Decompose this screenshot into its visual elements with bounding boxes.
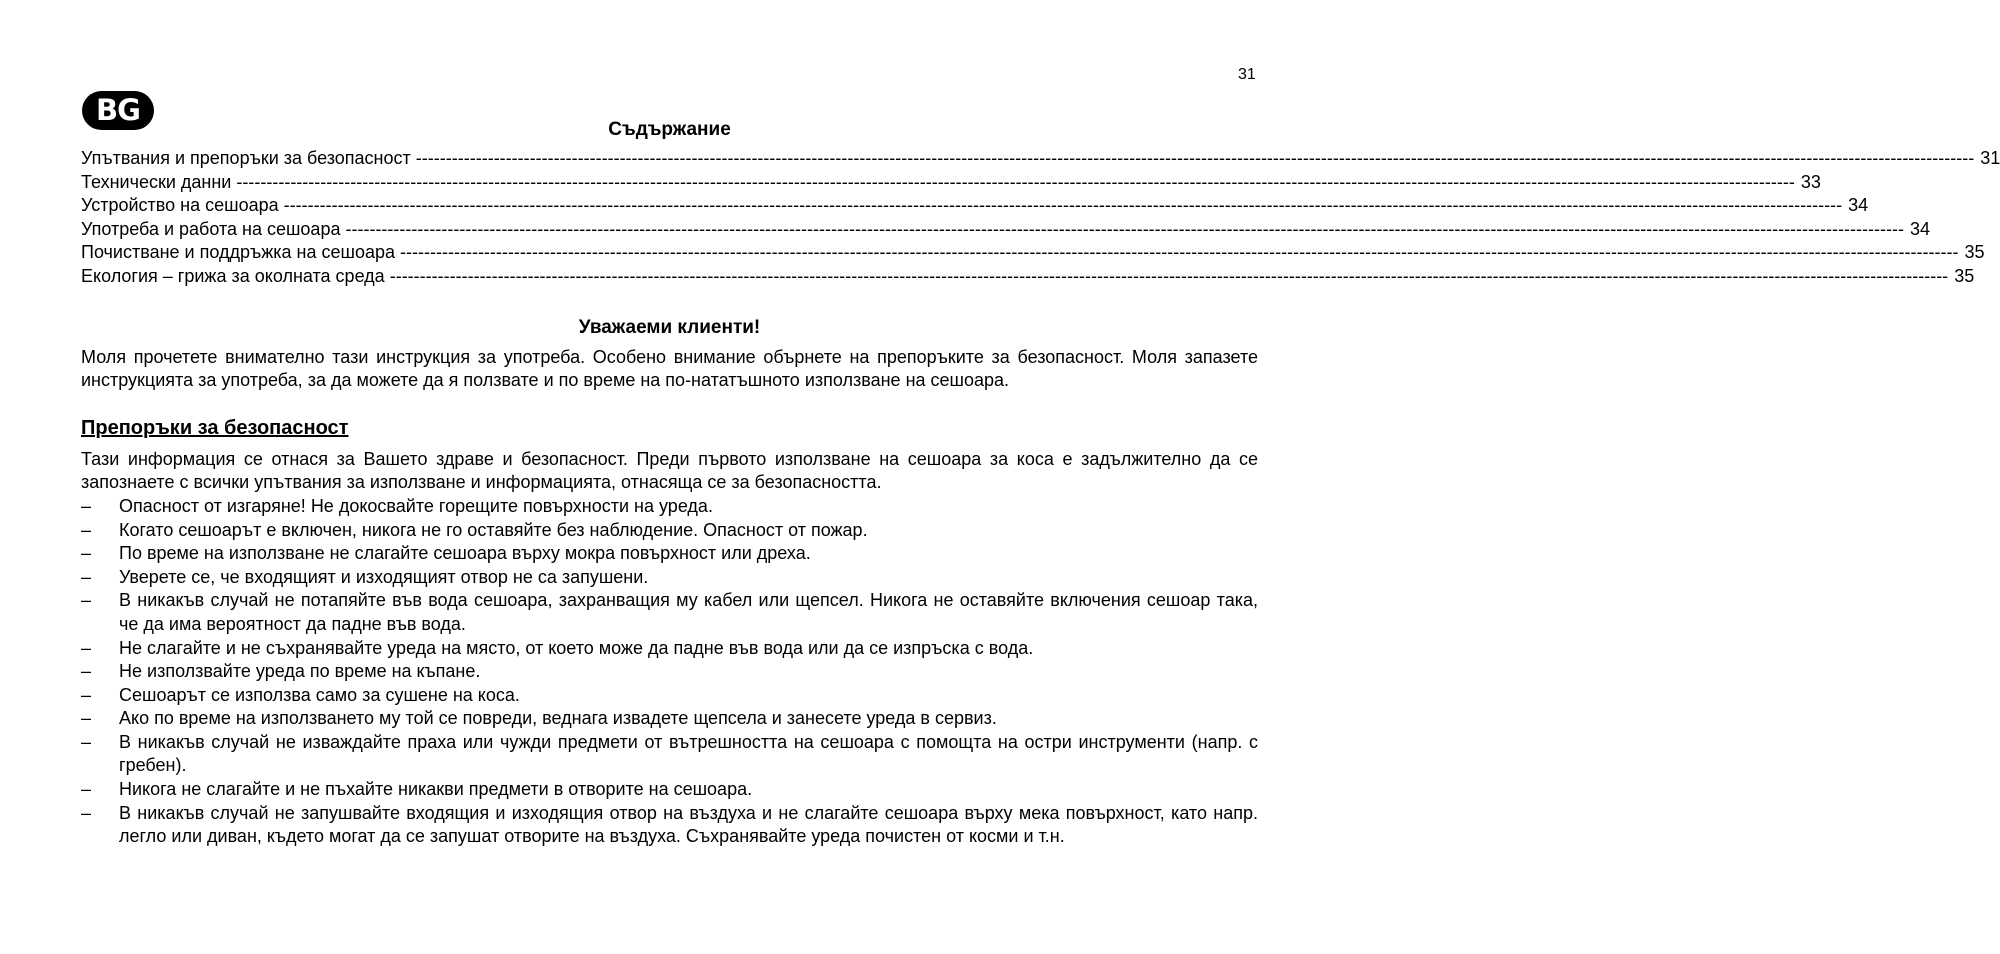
safety-bullet-list — [81, 495, 1258, 849]
safety-bullet-item — [81, 495, 1258, 519]
toc-item-page: 34 — [1848, 195, 1869, 216]
bullet-text: По време на използване не слагайте сешоара върху мокра повърхност или дреха. — [119, 543, 811, 564]
safety-bullet-item — [81, 707, 1258, 731]
toc-leader-dashes: -------------------------------------------------------------------------------------------------------------------------------------------------------------------------------------------------------------------------------------------------------------------- — [345, 218, 1904, 239]
toc-item-label: Употреба и работа на сешоара — [81, 218, 341, 239]
toc-item-label: Технически данни — [81, 171, 232, 192]
bullet-text: Не използвайте уреда по време на къпане. — [119, 661, 481, 682]
bullet-text: Уверете се, че входящият и изходящият отвор не са запушени. — [119, 566, 649, 587]
bullet-text: В никакъв случай не потапяйте във вода сешоара, захранващия му кабел или щепсел. Никога не оставяйте включения сешоар така, че да има вероятност да падне във вода. — [119, 590, 1258, 634]
toc-item-page: 35 — [1964, 242, 1985, 263]
bullet-dash: – — [81, 731, 92, 752]
toc-item-label: Устройство на сешоара — [81, 195, 279, 216]
bullet-dash: – — [81, 495, 92, 516]
toc-row — [81, 218, 1930, 242]
safety-bullet-item — [81, 542, 1258, 566]
safety-bullet-item — [81, 566, 1258, 590]
toc-item-page: 33 — [1800, 171, 1821, 192]
toc-item-label: Почистване и поддръжка на сешоара — [81, 242, 396, 263]
bullet-dash: – — [81, 802, 92, 823]
bullet-dash: – — [81, 779, 92, 800]
bullet-dash: – — [81, 661, 92, 682]
bullet-text: Когато сешоарът е включен, никога не го оставяйте без наблюдение. Опасност от пожар. — [119, 519, 868, 540]
toc-leader-dashes: -------------------------------------------------------------------------------------------------------------------------------------------------------------------------------------------------------------------------------------------------------------------- — [236, 171, 1795, 192]
safety-bullet-item — [81, 802, 1258, 849]
bullet-text: Не слагайте и не съхранявайте уреда на място, от което може да падне във вода или да се изпръска с вода. — [119, 637, 1034, 658]
bullet-dash: – — [81, 543, 92, 564]
bullet-text: В никакъв случай не изваждайте праха или чужди предмети от вътрешността на сешоара с помощта на остри инструменти (напр. с гребен). — [119, 731, 1258, 776]
toc-row — [81, 241, 1985, 265]
page-number: 31 — [1238, 66, 1256, 83]
bullet-dash: – — [81, 519, 92, 540]
toc-row — [81, 147, 2000, 171]
bullet-dash: – — [81, 684, 92, 705]
toc-item-label: Упътвания и препоръки за безопасност — [81, 148, 411, 168]
toc-leader-dashes: -------------------------------------------------------------------------------------------------------------------------------------------------------------------------------------------------------------------------------------------------------------------- — [415, 148, 1975, 168]
safety-bullet-item — [81, 778, 1258, 802]
bullet-text: Ако по време на използването му той се повреди, веднага извадете щепсела и занесете уреда в сервиз. — [119, 708, 997, 729]
bullet-dash: – — [81, 637, 92, 658]
safety-bullet-item — [81, 637, 1258, 661]
bullet-text: Опасност от изгаряне! Не докосвайте горещите повърхности на уреда. — [119, 495, 713, 516]
toc-row — [81, 194, 1869, 218]
safety-bullet-item — [81, 684, 1258, 708]
toc-item-page: 34 — [1909, 218, 1930, 239]
toc-item-page: 35 — [1954, 265, 1975, 286]
bullet-text: Сешоарът се използва само за сушене на коса. — [119, 684, 520, 705]
bullet-dash: – — [81, 590, 92, 611]
safety-bullet-item — [81, 589, 1258, 636]
toc-leader-dashes: -------------------------------------------------------------------------------------------------------------------------------------------------------------------------------------------------------------------------------------------------------------------- — [400, 242, 1959, 263]
bullet-dash: – — [81, 708, 92, 729]
safety-heading: Препоръки за безопасност — [81, 416, 349, 439]
bullet-text: В никакъв случай не запушвайте входящия и изходящия отвор на въздуха и не слагайте сешоара върху мека повърхност, като напр. легло или диван, където могат да се запушат отворите на въздуха. Съхранявайте уреда почистен от косми и т.н. — [119, 802, 1258, 847]
safety-bullet-item — [81, 660, 1258, 684]
greeting-text: Моля прочетете внимателно тази инструкция за употреба. Особено внимание обърнете на препоръките за безопасност. Моля запазете инструкцията за употреба, за да можете да я ползвате и по време на по-нататъшното използване на сешоара. — [81, 346, 1258, 391]
toc-row — [81, 265, 1975, 289]
language-badge: BG — [82, 91, 154, 130]
safety-intro: Тази информация се отнася за Вашето здраве и безопасност. Преди първото използване на сешоара за коса е задължително да се запознаете с всички упътвания за използване и информацията, отнасяща се за безопасността. — [81, 448, 1258, 493]
table-of-contents — [81, 147, 2000, 289]
toc-row — [81, 171, 1821, 195]
document-body — [81, 118, 2000, 849]
toc-leader-dashes: -------------------------------------------------------------------------------------------------------------------------------------------------------------------------------------------------------------------------------------------------------------------- — [283, 195, 1843, 216]
bullet-text: Никога не слагайте и не пъхайте никакви предмети в отворите на сешоара. — [119, 779, 753, 800]
toc-item-label: Екология – грижа за околната среда — [81, 265, 385, 286]
toc-item-page: 31 — [1980, 148, 2000, 168]
greeting-title: Уважаеми клиенти! — [578, 316, 761, 338]
toc-title: Съдържание — [608, 119, 731, 140]
safety-bullet-item — [81, 731, 1258, 778]
bullet-dash: – — [81, 566, 92, 587]
safety-bullet-item — [81, 519, 1258, 543]
toc-leader-dashes: -------------------------------------------------------------------------------------------------------------------------------------------------------------------------------------------------------------------------------------------------------------------- — [389, 265, 1949, 286]
